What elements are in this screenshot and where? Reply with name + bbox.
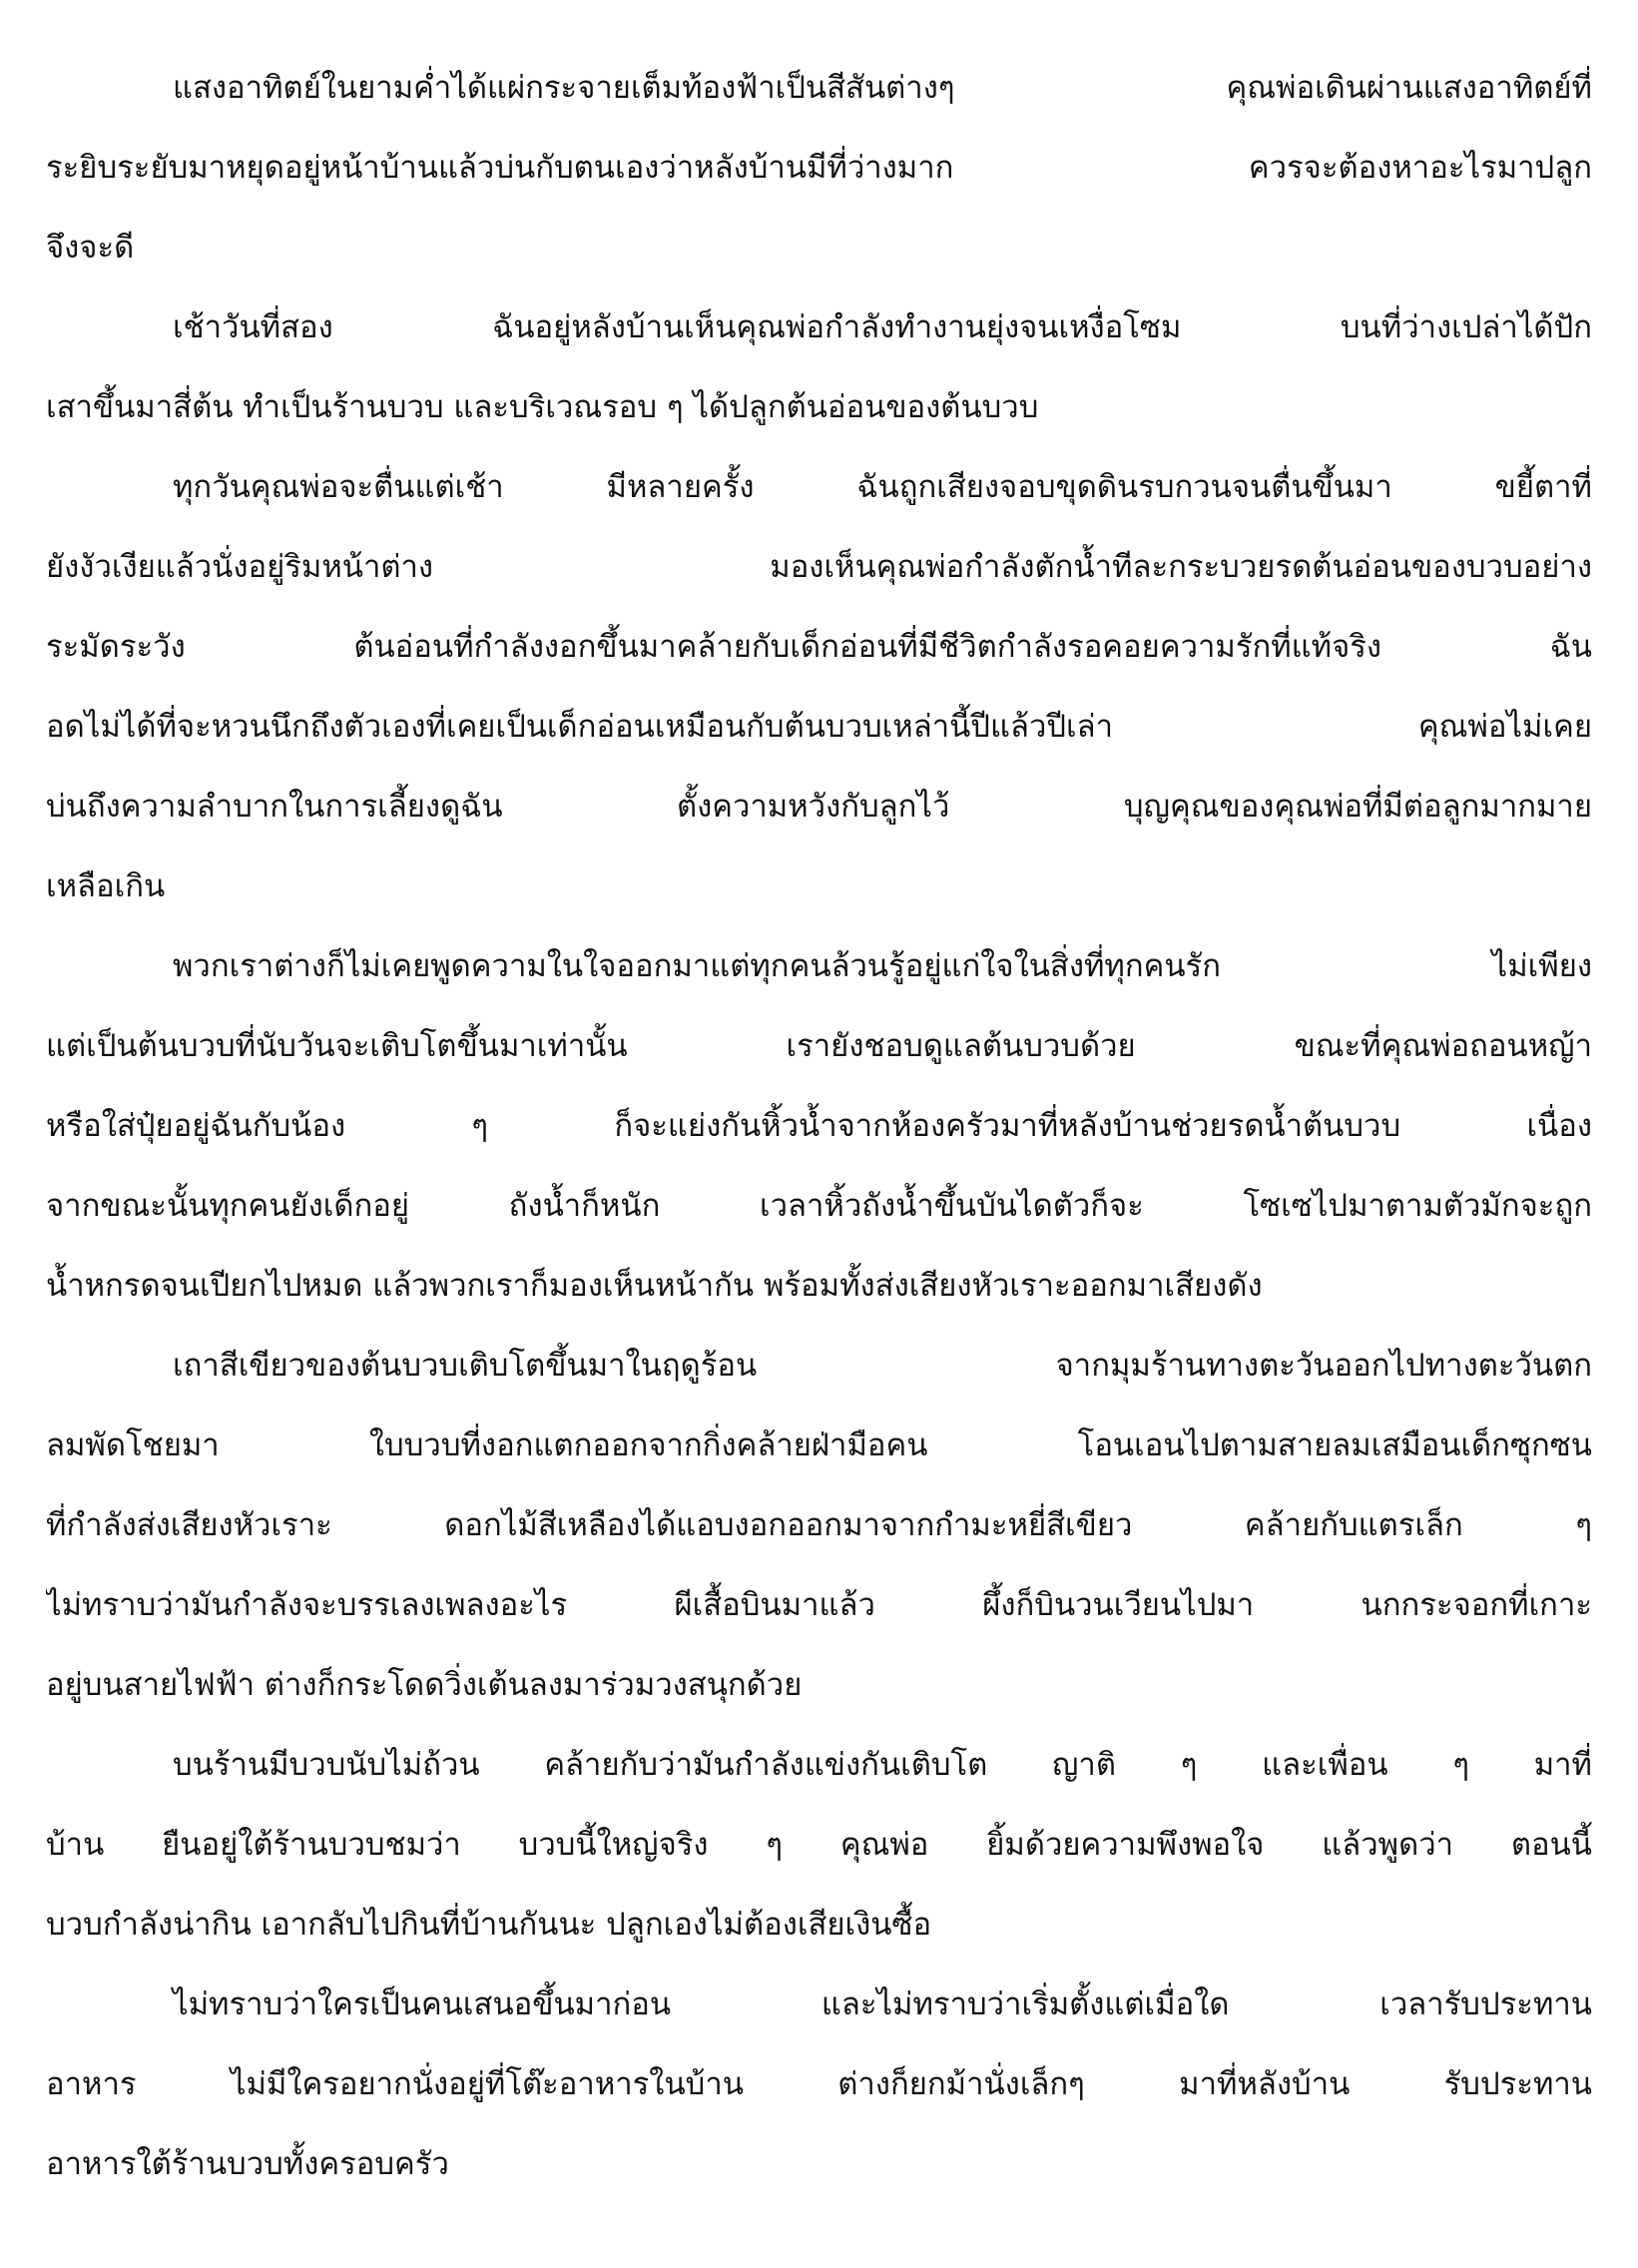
- text-line: เสาขึ้นมาสี่ต้น ทำเป็นร้านบวบ และบริเวณรอบ ๆ ได้ปลูกต้นอ่อนของต้นบวบ: [46, 389, 1039, 425]
- text-line: บนร้านมีบวบนับไม่ถ้วน คล้ายกับว่ามันกำลังแข่งกันเติบโต ญาติ ๆ และเพื่อน ๆ มาที่: [173, 1747, 1592, 1783]
- text-line: หรือใส่ปุ๋ยอยู่ฉันกับน้อง ๆ ก็จะแย่งกันหิ้วน้ำจากห้องครัวมาที่หลังบ้านช่วยรดน้ำต้นบวบ เนื่อง: [46, 1108, 1592, 1144]
- text-line: จากขณะนั้นทุกคนยังเด็กอยู่ ถังน้ำก็หนัก เวลาหิ้วถังน้ำขึ้นบันไดตัวก็จะ โซเซไปมาตามตัวมักจะถูก: [46, 1188, 1592, 1224]
- text-line: ที่กำลังส่งเสียงหัวเราะ ดอกไม้สีเหลืองได้แอบงอกออกมาจากกำมะหยี่สีเขียว คล้ายกับแตรเล็ก ๆ: [46, 1507, 1592, 1543]
- text-line: ไม่ทราบว่ามันกำลังจะบรรเลงเพลงอะไร ผีเสื้อบินมาแล้ว ผึ้งก็บินวนเวียนไปมา นกกระจอกที่เกาะ: [46, 1587, 1592, 1623]
- paragraph-7: [46, 1965, 1592, 2204]
- text-line: แสงอาทิตย์ในยามค่ำได้แผ่กระจายเต็มท้องฟ้าเป็นสีสันต่างๆ คุณพ่อเดินผ่านแสงอาทิตย์ที่: [173, 70, 1592, 106]
- paragraph-5: [46, 1326, 1592, 1725]
- text-line: พวกเราต่างก็ไม่เคยพูดความในใจออกมาแต่ทุกคนล้วนรู้อยู่แก่ใจในสิ่งที่ทุกคนรัก ไม่เพียง: [173, 948, 1592, 984]
- text-line: ระยิบระยับมาหยุดอยู่หน้าบ้านแล้วบ่นกับตนเองว่าหลังบ้านมีที่ว่างมาก ควรจะต้องหาอะไรมาปลูก: [46, 150, 1592, 186]
- text-line: น้ำหกรดจนเปียกไปหมด แล้วพวกเราก็มองเห็นหน้ากัน พร้อมทั้งส่งเสียงหัวเราะออกมาเสียงดัง: [46, 1268, 1263, 1304]
- text-line: ยังงัวเงียแล้วนั่งอยู่ริมหน้าต่าง มองเห็นคุณพ่อกำลังตักน้ำทีละกระบวยรดต้นอ่อนของบวบอย่าง: [46, 549, 1592, 585]
- paragraph-3: [46, 447, 1592, 926]
- text-line: เถาสีเขียวของต้นบวบเติบโตขึ้นมาในฤดูร้อน จากมุมร้านทางตะวันออกไปทางตะวันตก: [173, 1348, 1592, 1384]
- text-line: ระมัดระวัง ต้นอ่อนที่กำลังงอกขึ้นมาคล้ายกับเด็กอ่อนที่มีชีวิตกำลังรอคอยความรักที่แท้จริง ฉัน: [46, 629, 1592, 665]
- text-line: อยู่บนสายไฟฟ้า ต่างก็กระโดดวิ่งเต้นลงมาร่วมวงสนุกด้วย: [46, 1667, 803, 1703]
- text-line: บ้าน ยืนอยู่ใต้ร้านบวบชมว่า บวบนี้ใหญ่จริง ๆ คุณพ่อ ยิ้มด้วยความพึงพอใจ แล้วพูดว่า ตอนนี้: [46, 1827, 1592, 1863]
- paragraph-6: [46, 1725, 1592, 1965]
- paragraph-4: [46, 926, 1592, 1326]
- text-line: บ่นถึงความลำบากในการเลี้ยงดูฉัน ตั้งความหวังกับลูกไว้ บุญคุณของคุณพ่อที่มีต่อลูกมากมาย: [46, 789, 1592, 825]
- text-line: จึงจะดี: [46, 230, 135, 266]
- paragraph-2: [46, 287, 1592, 447]
- text-line: แต่เป็นต้นบวบที่นับวันจะเติบโตขึ้นมาเท่านั้น เรายังชอบดูแลต้นบวบด้วย ขณะที่คุณพ่อถอนหญ้า: [46, 1028, 1592, 1064]
- text-line: ลมพัดโชยมา ใบบวบที่งอกแตกออกจากกิ่งคล้ายฝ่ามือคน โอนเอนไปตามสายลมเสมือนเด็กซุกซน: [46, 1427, 1592, 1463]
- text-line: อดไม่ได้ที่จะหวนนึกถึงตัวเองที่เคยเป็นเด็กอ่อนเหมือนกับต้นบวบเหล่านี้ปีแล้วปีเล่า คุณพ่อไม่เคย: [46, 709, 1592, 745]
- text-line: ทุกวันคุณพ่อจะตื่นแต่เช้า มีหลายครั้ง ฉันถูกเสียงจอบขุดดินรบกวนจนตื่นขึ้นมา ขยี้ตาที่: [173, 469, 1592, 505]
- text-line: เหลือเกิน: [46, 868, 166, 904]
- text-line: บวบกำลังน่ากิน เอากลับไปกินที่บ้านกันนะ ปลูกเองไม่ต้องเสียเงินซื้อ: [46, 1907, 932, 1943]
- text-line: ไม่ทราบว่าใครเป็นคนเสนอขึ้นมาก่อน และไม่ทราบว่าเริ่มตั้งแต่เมื่อใด เวลารับประทาน: [173, 1986, 1592, 2022]
- text-line: อาหารใต้ร้านบวบทั้งครอบครัว: [46, 2146, 449, 2182]
- text-line: อาหาร ไม่มีใครอยากนั่งอยู่ที่โต๊ะอาหารในบ้าน ต่างก็ยกม้านั่งเล็กๆ มาที่หลังบ้าน รับประทาน: [46, 2066, 1592, 2102]
- paragraph-1: [46, 48, 1592, 287]
- text-line: เช้าวันที่สอง ฉันอยู่หลังบ้านเห็นคุณพ่อกำลังทำงานยุ่งจนเหงื่อโซม บนที่ว่างเปล่าได้ปัก: [173, 309, 1592, 345]
